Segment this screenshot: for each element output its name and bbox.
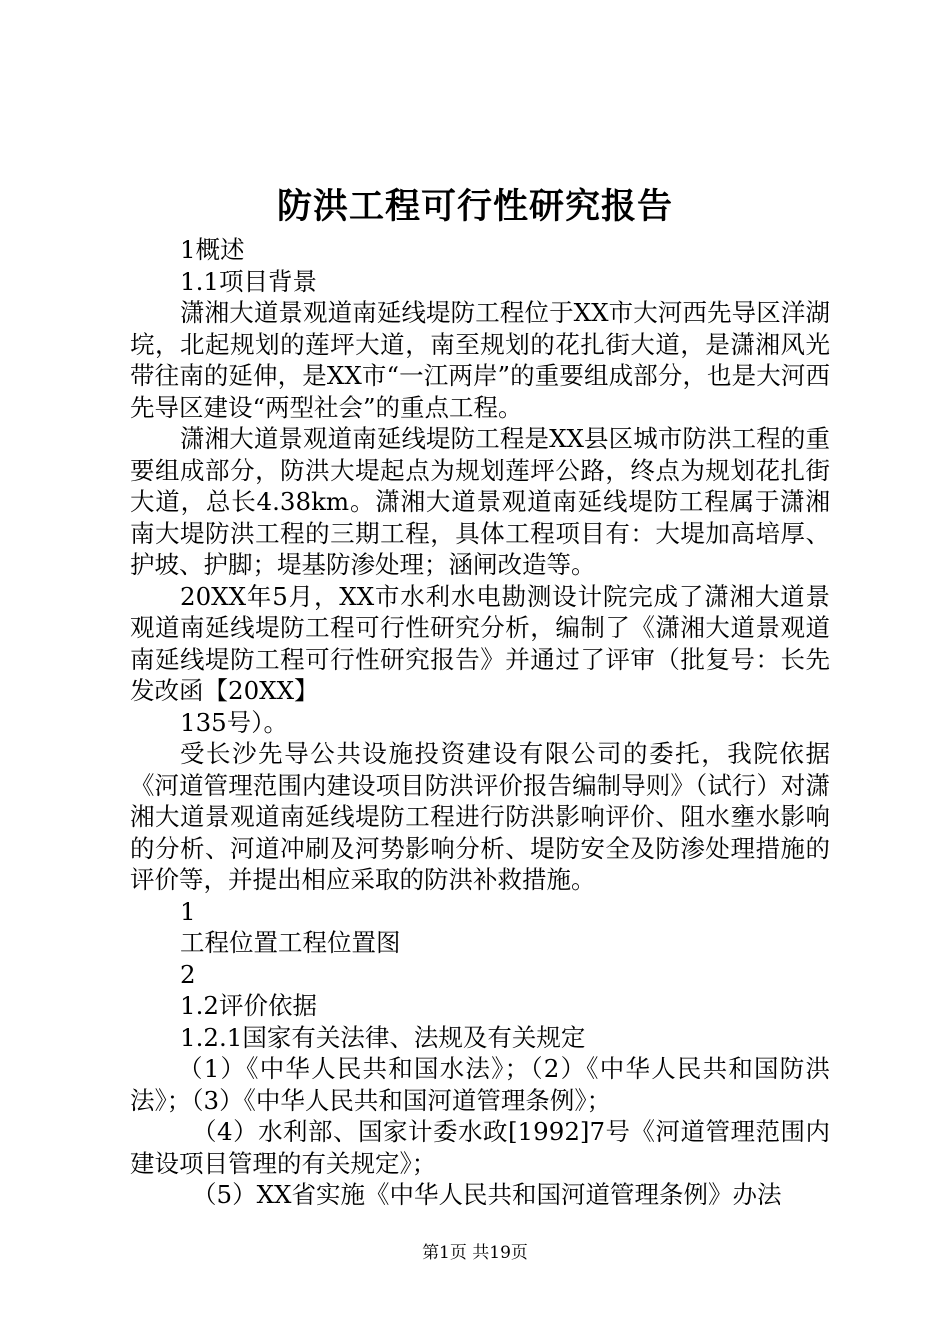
document-body bbox=[130, 234, 830, 1211]
subsection-heading-background: 1.1项目背景 bbox=[180, 266, 317, 296]
law-list-item-5: （5）XX省实施《中华人民共和国河道管理条例》办法 bbox=[192, 1180, 782, 1209]
paragraph-approval-number: 135号）。 bbox=[180, 707, 289, 737]
subsection-heading-basis: 1.2评价依据 bbox=[180, 991, 317, 1020]
document-title: 防洪工程可行性研究报告 bbox=[276, 186, 673, 227]
paragraph-feasibility: 20XX年5月，XX市水利水电勘测设计院完成了潇湘大道景观道南延线堤防工程可行性研究分析，编制了《潇湘大道景观道南延线堤防工程可行性研究报告》并通过了评审（批复号：长先发改函【20XX】 bbox=[130, 581, 830, 705]
page-footer: 第1页 共19页 bbox=[422, 1243, 528, 1263]
figure-number-1: 1 bbox=[180, 896, 196, 926]
paragraph-commission: 受长沙先导公共设施投资建设有限公司的委托，我院依据《河道管理范围内建设项目防洪评价报告编制导则》（试行）对潇湘大道景观道南延线堤防工程进行防洪影响评价、阻水壅水影响的分析、河道冲刷及河势影响分析、堤防安全及防渗处理措施的评价等，并提出相应采取的防洪补救措施。 bbox=[130, 739, 830, 894]
subsection-heading-laws: 1.2.1国家有关法律、法规及有关规定 bbox=[180, 1022, 586, 1052]
figure-caption: 工程位置工程位置图 bbox=[180, 928, 401, 957]
paragraph-location: 潇湘大道景观道南延线堤防工程位于XX市大河西先导区洋湖垸，北起规划的莲坪大道，南至规划的花扎街大道，是潇湘风光带往南的延伸，是XX市“一江两岸”的重要组成部分，也是大河西先导区建设“两型社会”的重点工程。 bbox=[130, 298, 830, 422]
law-list-item-4: （4）水利部、国家计委水政[1992]7号《河道管理范围内建设项目管理的有关规定》； bbox=[130, 1117, 830, 1178]
figure-number-2: 2 bbox=[180, 959, 196, 989]
section-heading-overview: 1概述 bbox=[180, 235, 245, 264]
law-list-item-1-3: （1）《中华人民共和国水法》；（2）《中华人民共和国防洪法》；（3）《中华人民共和国河道管理条例》； bbox=[130, 1054, 830, 1115]
paragraph-composition: 潇湘大道景观道南延线堤防工程是XX县区城市防洪工程的重要组成部分，防洪大堤起点为规划莲坪公路，终点为规划花扎街大道，总长4.38km。潇湘大道景观道南延线堤防工程属于潇湘南大堤防洪工程的三期工程，具体工程项目有：大堤加高培厚、护坡、护脚；堤基防渗处理；涵闸改造等。 bbox=[130, 424, 830, 579]
